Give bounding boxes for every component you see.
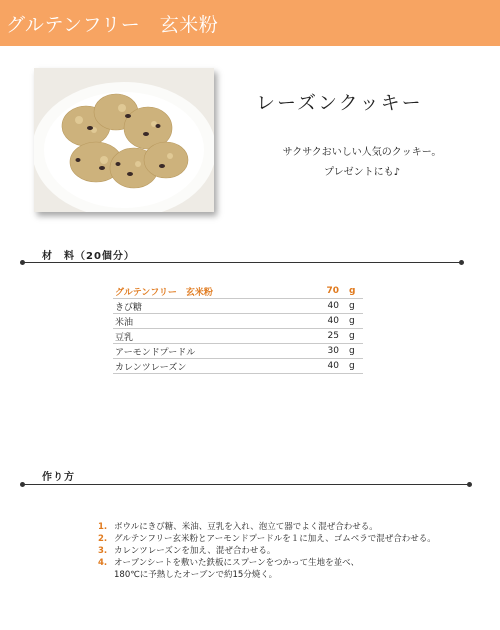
ingredient-unit: g (343, 329, 363, 344)
method-divider (22, 484, 470, 485)
header-bar (0, 0, 500, 46)
method-heading: 作り方 (42, 472, 75, 483)
ingredients-divider (22, 262, 462, 263)
ingredient-amount: 70 (307, 284, 343, 299)
method-step (98, 533, 436, 545)
ingredient-name: きび糖 (113, 299, 307, 314)
ingredient-amount: 40 (307, 314, 343, 329)
ingredient-name: 米油 (113, 314, 307, 329)
step-text: ボウルにきび糖、米油、豆乳を入れ、泡立て器でよく混ぜ合わせる。 (114, 522, 378, 532)
ingredient-row (113, 299, 363, 314)
cookie-photo-image (34, 68, 214, 212)
step-number: 3. (98, 546, 108, 556)
step-text: グルテンフリー玄米粉とアーモンドプードルを１に加え、ゴムベラで混ぜ合わせる。 (114, 534, 436, 544)
method-step (98, 545, 436, 557)
recipe-description (262, 143, 462, 183)
ingredient-name: 豆乳 (113, 329, 307, 344)
step-number: 2. (98, 534, 108, 544)
ingredients-table (113, 284, 363, 374)
ingredient-unit: g (343, 344, 363, 359)
ingredient-row (113, 359, 363, 374)
ingredient-unit: g (343, 359, 363, 374)
ingredient-row (113, 314, 363, 329)
method-step (98, 557, 436, 581)
ingredient-name: アーモンドプードル (113, 344, 307, 359)
ingredient-row (113, 329, 363, 344)
ingredient-amount: 30 (307, 344, 343, 359)
cookie-photo (34, 68, 214, 212)
ingredient-unit: g (343, 314, 363, 329)
ingredient-amount: 40 (307, 299, 343, 314)
ingredient-name: グルテンフリー 玄米粉 (113, 284, 307, 299)
step-text: カレンツレーズンを加え、混ぜ合わせる。 (114, 546, 276, 556)
step-text: オーブンシートを敷いた鉄板にスプーンをつかって生地を並べ、 180℃に予熱したオーブンで約15分焼く。 (114, 558, 360, 580)
step-number: 4. (98, 558, 108, 568)
ingredients-heading: 材 料（20個分） (42, 251, 135, 262)
ingredient-amount: 40 (307, 359, 343, 374)
method-steps (98, 521, 436, 581)
ingredient-name: カレンツレーズン (113, 359, 307, 374)
description-line-2: プレゼントにも♪ (324, 167, 400, 178)
ingredient-unit: g (343, 299, 363, 314)
ingredient-unit: g (343, 284, 363, 299)
recipe-name: レーズンクッキー (256, 92, 423, 114)
ingredient-amount: 25 (307, 329, 343, 344)
ingredient-row (113, 284, 363, 299)
method-step (98, 521, 436, 533)
ingredient-row (113, 344, 363, 359)
description-line-1: サクサクおいしい人気のクッキー。 (282, 147, 442, 158)
page-title: グルテンフリー 玄米粉 (6, 14, 219, 36)
step-number: 1. (98, 522, 108, 532)
